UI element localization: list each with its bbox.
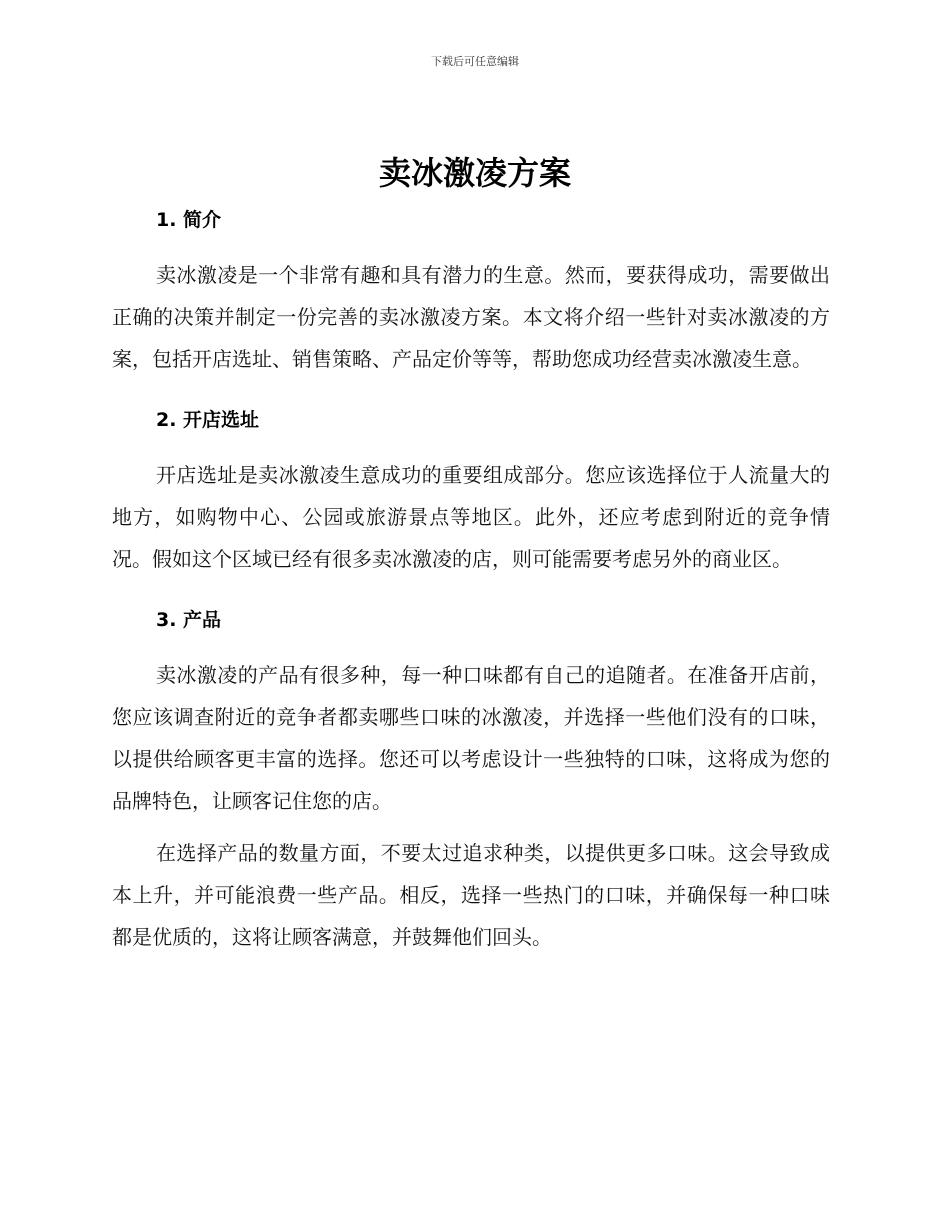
header-note: 下载后可任意编辑 [431, 55, 519, 68]
section-intro [112, 200, 830, 380]
document-body [112, 200, 830, 968]
section-product [112, 600, 830, 958]
paragraph-product-1: 卖冰激凌的产品有很多种，每一种口味都有自己的追随者。在准备开店前，您应该调查附近的竞争者都卖哪些口味的冰激凌，并选择一些他们没有的口味，以提供给顾客更丰富的选择。您还可以考虑设计一些独特的口味，这将成为您的品牌特色，让顾客记住您的店。 [112, 663, 830, 813]
section-heading-location: 2. 开店选址 [156, 409, 260, 431]
document-title: 卖冰激凌方案 [378, 154, 571, 192]
paragraph-product-2: 在选择产品的数量方面，不要太过追求种类，以提供更多口味。这会导致成本上升，并可能浪费一些产品。相反，选择一些热门的口味，并确保每一种口味都是优质的，这将让顾客满意，并鼓舞他们回头。 [112, 841, 830, 949]
paragraph-intro: 卖冰激凌是一个非常有趣和具有潜力的生意。然而，要获得成功，需要做出正确的决策并制定一份完善的卖冰激凌方案。本文将介绍一些针对卖冰激凌的方案，包括开店选址、销售策略、产品定价等等，帮助您成功经营卖冰激凌生意。 [112, 263, 830, 371]
section-heading-intro: 1. 简介 [156, 209, 222, 231]
section-heading-product: 3. 产品 [156, 609, 222, 631]
section-location [112, 400, 830, 580]
paragraph-location: 开店选址是卖冰激凌生意成功的重要组成部分。您应该选择位于人流量大的地方，如购物中心、公园或旅游景点等地区。此外，还应考虑到附近的竞争情况。假如这个区域已经有很多卖冰激凌的店，则可能需要考虑另外的商业区。 [112, 463, 830, 571]
